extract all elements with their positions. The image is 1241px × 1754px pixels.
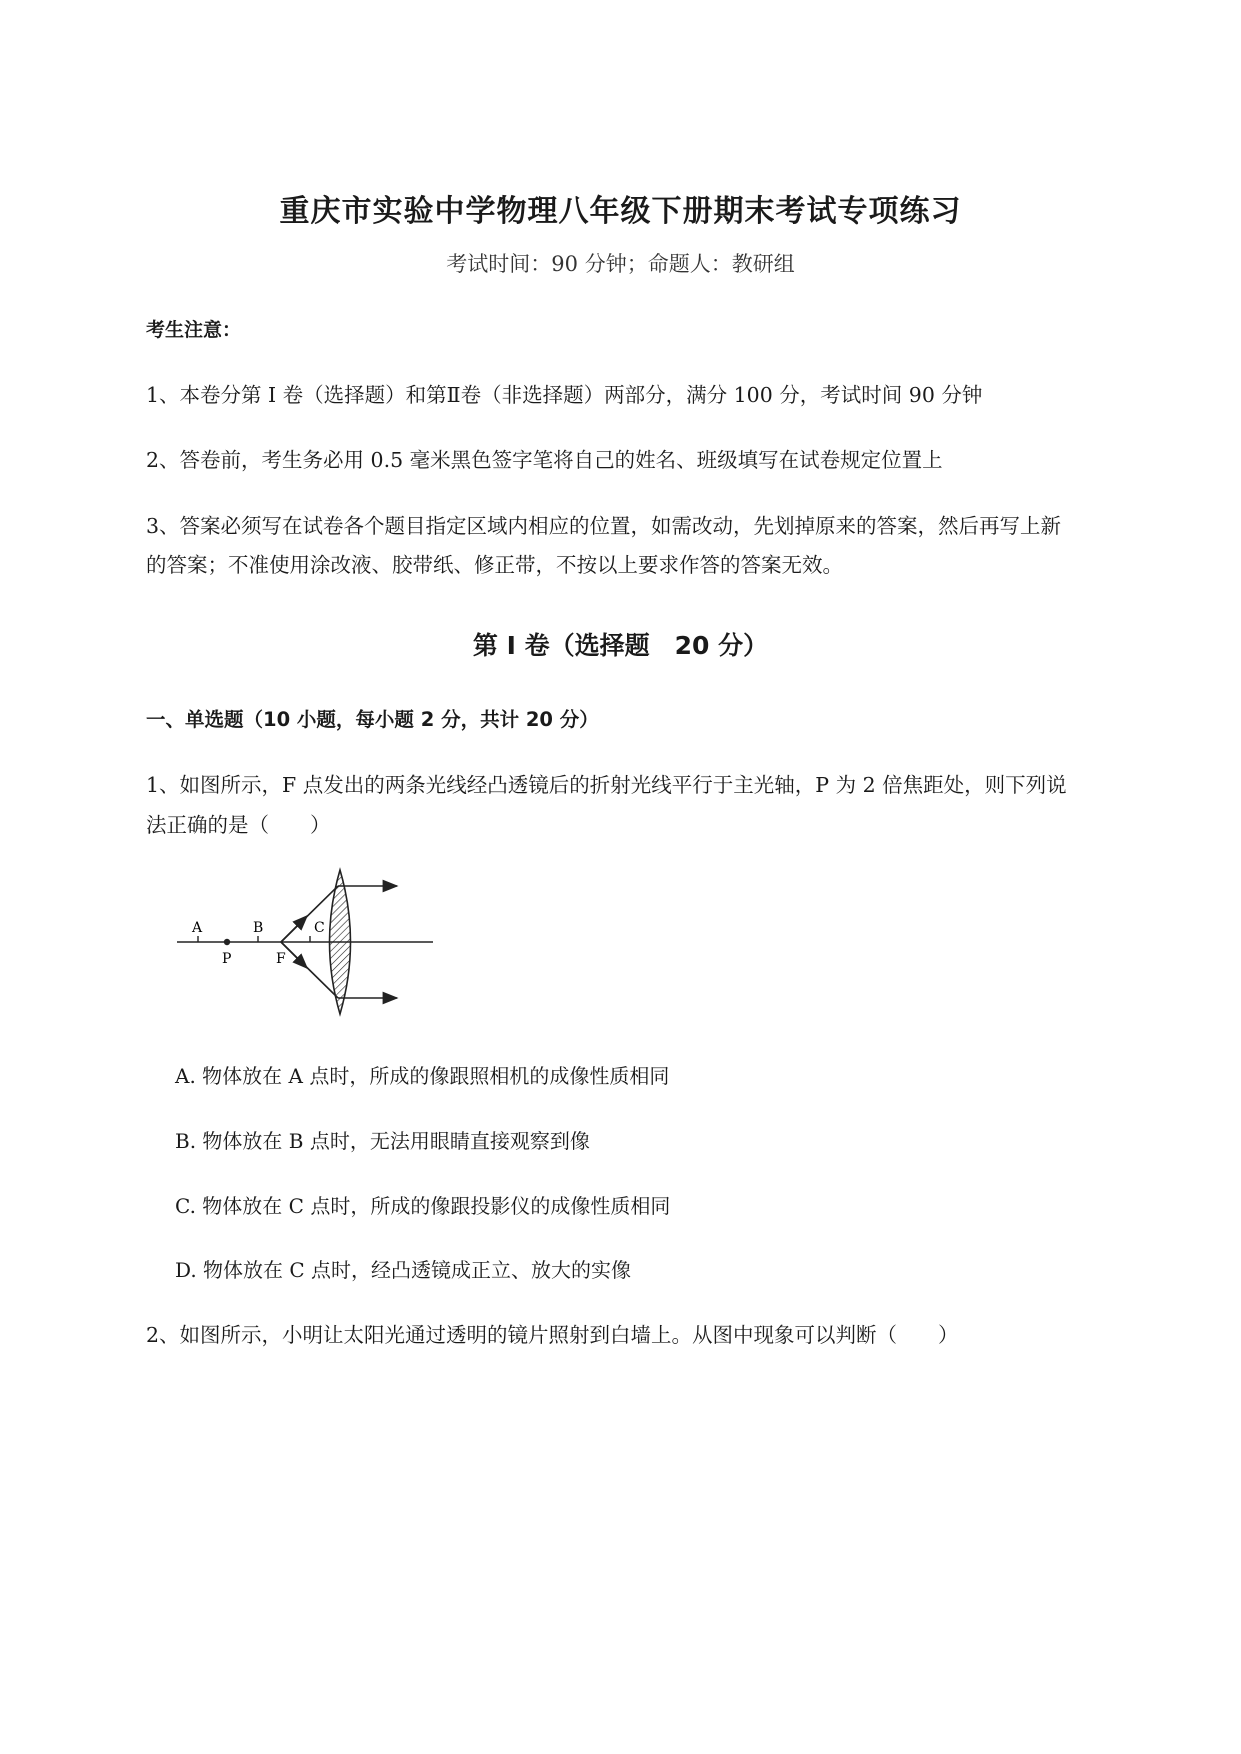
notice-item-1: 1、本卷分第 I 卷（选择题）和第Ⅱ卷（非选择题）两部分，满分 100 分，考试时间 90 分钟 [146,383,983,407]
label-b: B [253,920,264,936]
question-1-option-a: A. 物体放在 A 点时，所成的像跟照相机的成像性质相同 [175,1064,670,1088]
label-f: F [276,951,286,967]
label-p: P [222,951,232,967]
label-c: C [314,920,325,936]
convex-lens-diagram [175,866,445,1026]
question-1-stem-cont: 法正确的是（ ） [146,813,331,837]
exam-info: 考试时间：90 分钟；命题人：教研组 [446,252,795,276]
notice-heading: 考生注意： [146,319,242,341]
notice-item-3-cont: 的答案；不准使用涂改液、胶带纸、修正带，不按以上要求作答的答案无效。 [146,553,843,577]
notice-item-3: 3、答案必须写在试卷各个题目指定区域内相应的位置，如需改动，先划掉原来的答案，然后再写上新 [146,514,1062,538]
question-1-option-d: D. 物体放在 C 点时，经凸透镜成正立、放大的实像 [175,1258,632,1282]
section-title: 第 I 卷（选择题 20 分） [472,631,769,660]
label-a: A [192,920,203,936]
ray-upper-arrow [281,916,307,942]
question-1-option-b: B. 物体放在 B 点时，无法用眼睛直接观察到像 [175,1129,590,1153]
point-p [224,939,230,945]
question-2-stem: 2、如图所示，小明让太阳光通过透明的镜片照射到白墙上。从图中现象可以判断（ ） [146,1323,959,1347]
notice-item-2: 2、答卷前，考生务必用 0.5 毫米黑色签字笔将自己的姓名、班级填写在试卷规定位置上 [146,448,943,472]
section-subheading: 一、单选题（10 小题，每小题 2 分，共计 20 分） [146,708,599,731]
page-title: 重庆市实验中学物理八年级下册期末考试专项练习 [279,194,962,229]
question-1-option-c: C. 物体放在 C 点时，所成的像跟投影仪的成像性质相同 [175,1194,671,1218]
question-1-stem: 1、如图所示，F 点发出的两条光线经凸透镜后的折射光线平行于主光轴，P 为 2 倍焦距处，则下列说 [146,773,1067,797]
